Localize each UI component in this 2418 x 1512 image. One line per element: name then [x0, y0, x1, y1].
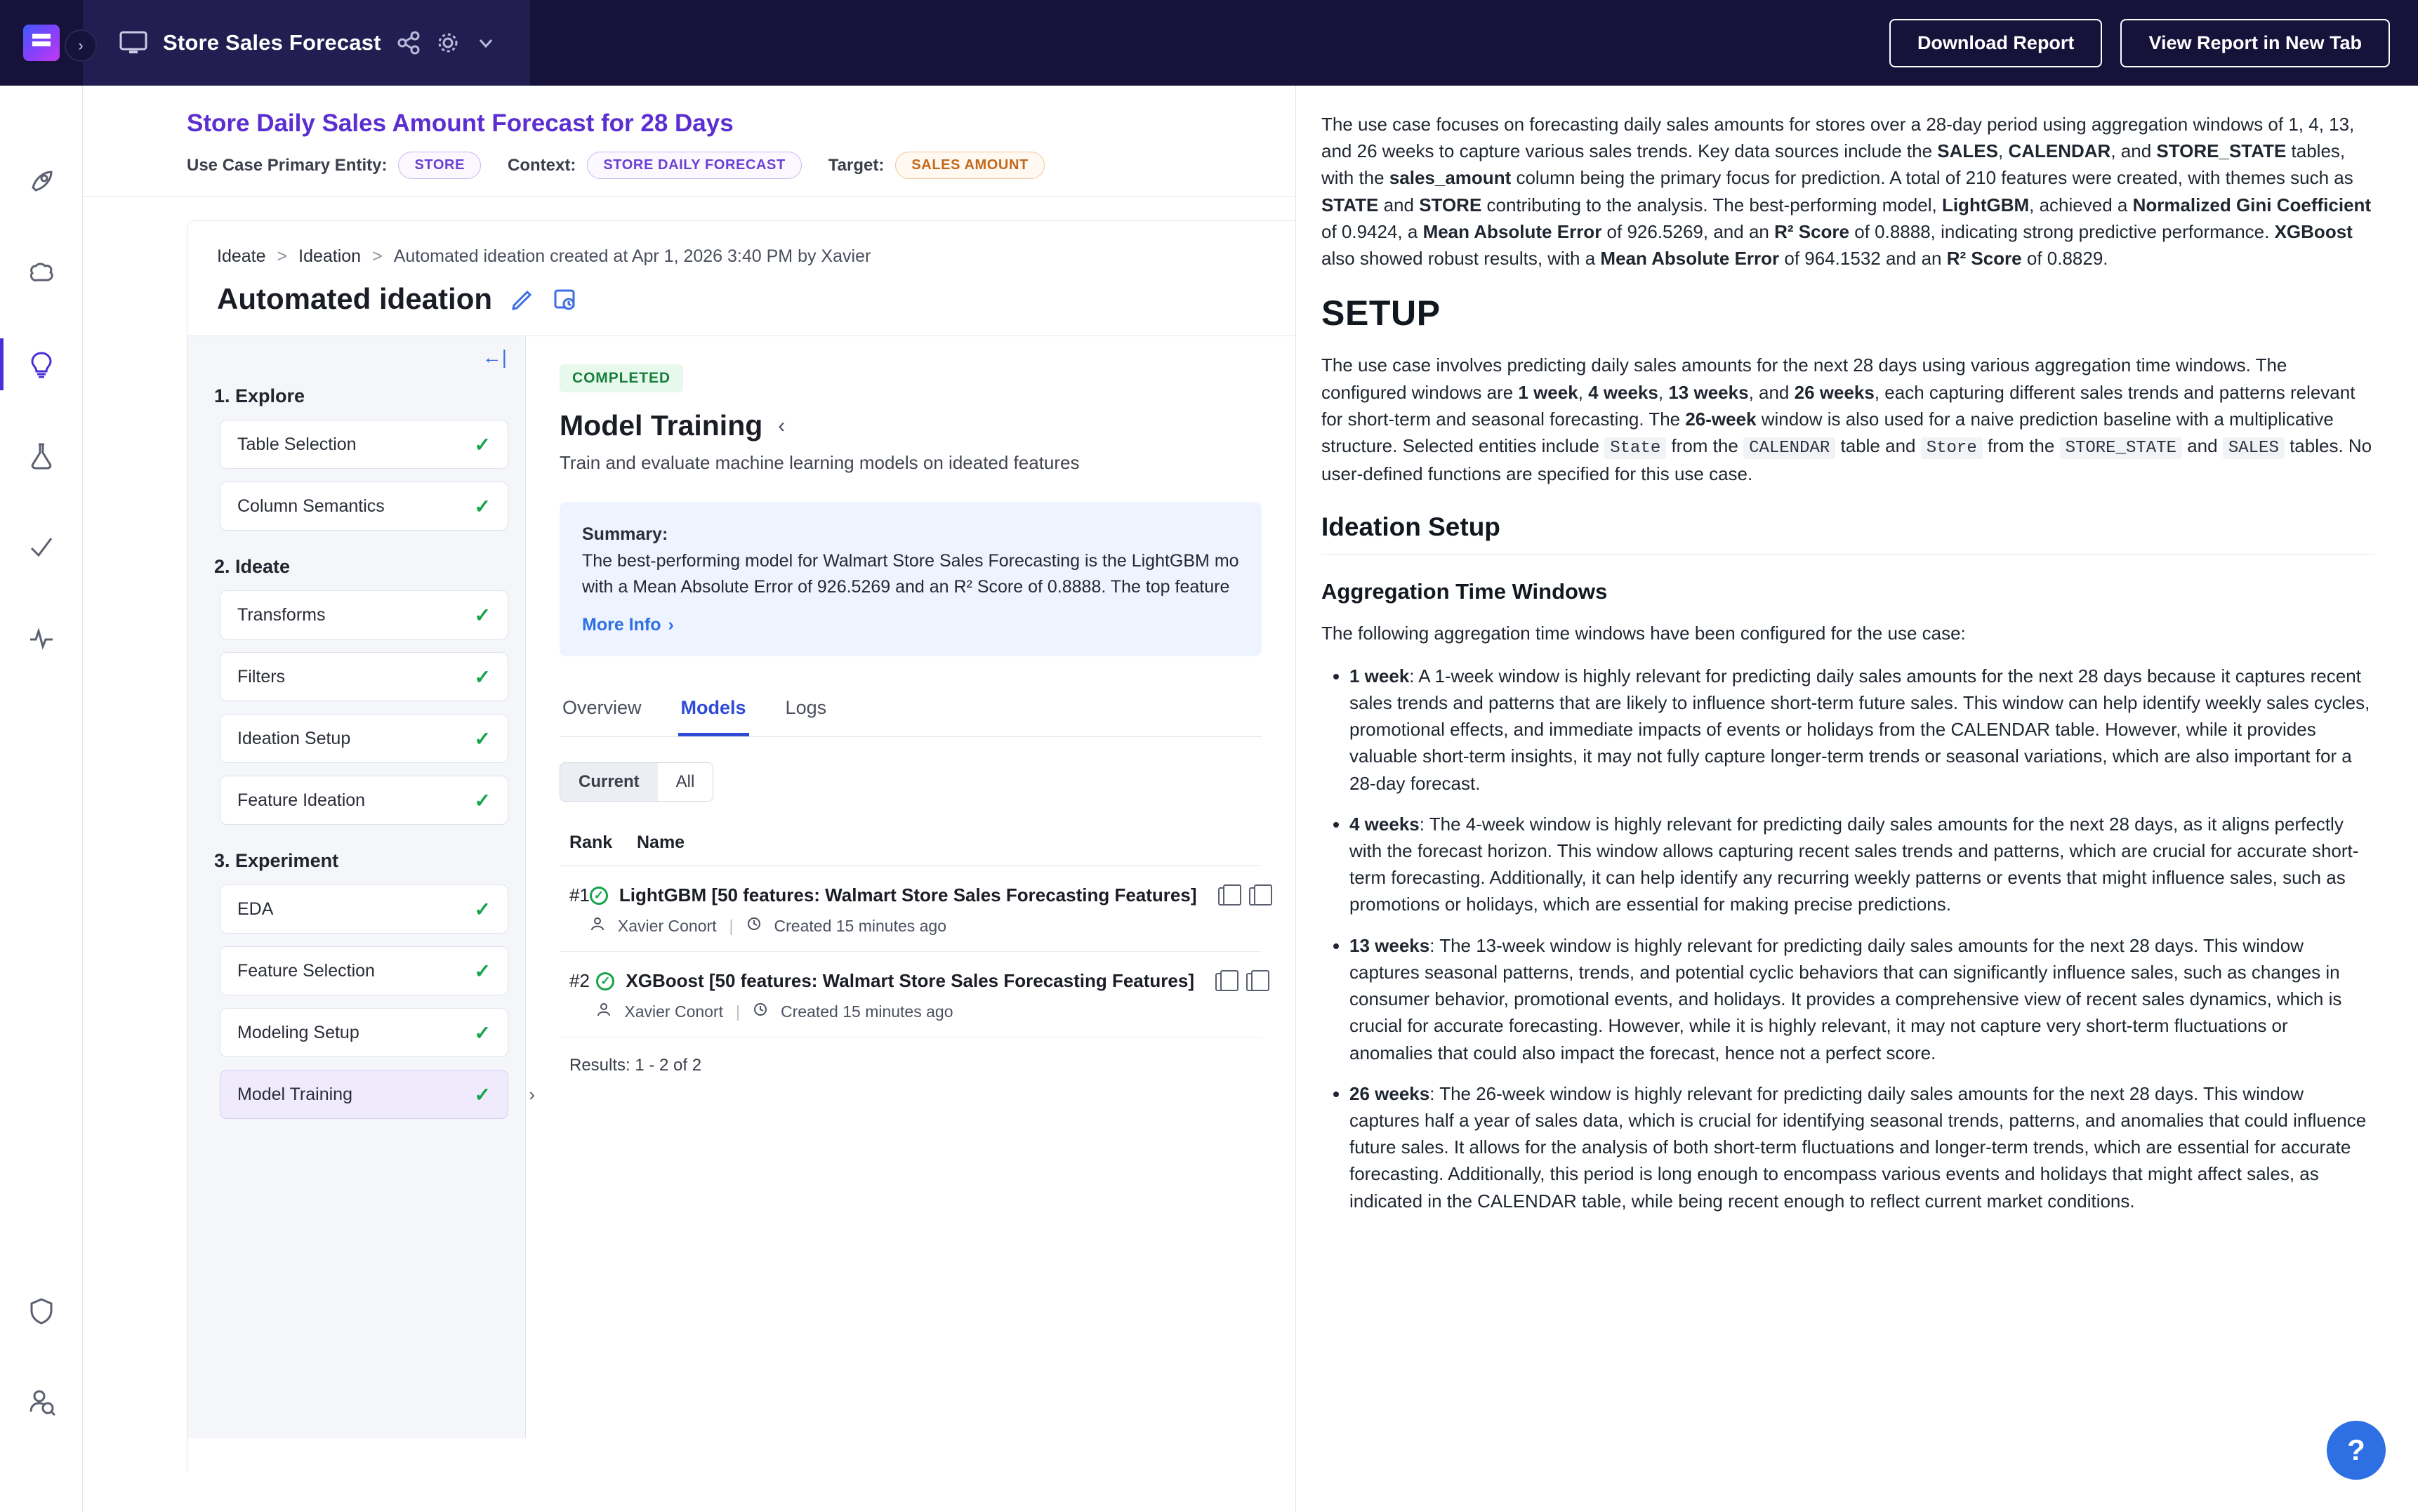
text: tables, with the — [1321, 140, 2346, 189]
detail-tabs — [560, 687, 1262, 737]
step-label: Table Selection — [237, 434, 357, 454]
model-name[interactable]: XGBoost [50 features: Walmart Store Sales Forecasting Features] — [626, 970, 1194, 991]
window-label: 13 weeks — [1349, 934, 1430, 956]
text: , achieved a — [2029, 194, 2133, 215]
breadcrumb-separator-2: > — [372, 246, 383, 266]
row-main — [596, 970, 1194, 1021]
ideation-body — [187, 336, 1295, 1438]
step-label: Column Semantics — [237, 496, 385, 516]
models-table — [560, 825, 1262, 1075]
steps-sidebar — [187, 336, 535, 1438]
model-scope-toggle — [560, 762, 713, 802]
view-report-new-tab-button[interactable]: View Report in New Tab — [2120, 19, 2390, 67]
user-icon — [596, 1002, 612, 1021]
sidebar-item-ideate[interactable] — [0, 338, 83, 390]
text: from the — [1982, 435, 2060, 456]
check-icon: ✓ — [474, 789, 491, 811]
row-rank: #2 — [569, 970, 590, 991]
model-name-line — [596, 970, 1194, 992]
summary-box — [560, 502, 1262, 656]
window-label: 1 week — [1349, 665, 1410, 687]
app-title: Store Sales Forecast — [163, 30, 381, 55]
tab-logs[interactable]: Logs — [785, 697, 827, 718]
text: Mean Absolute Error — [1422, 220, 1602, 242]
text: , each capturing different sales trends and patterns relevant for short-term and seasonal forecasting. The — [1321, 381, 2356, 430]
steps-group-title: 2. Ideate — [214, 556, 291, 577]
brand-logo-icon — [23, 25, 60, 61]
success-icon: ✓ — [596, 972, 614, 990]
row-rank: #1 — [569, 884, 590, 906]
share-icon[interactable] — [397, 31, 421, 55]
target-label: Target: — [828, 155, 885, 175]
check-icon: ✓ — [474, 433, 491, 456]
model-created: Created 15 minutes ago — [781, 1002, 953, 1021]
list-item — [1349, 811, 2374, 918]
left-nav-rail — [0, 86, 83, 1512]
report-intro-paragraph — [1321, 111, 2374, 272]
check-icon: ✓ — [474, 1083, 491, 1106]
table-row[interactable] — [560, 866, 1262, 952]
text: CALENDAR — [2008, 140, 2111, 162]
model-meta — [590, 916, 1197, 936]
sidebar-item-monitor[interactable] — [0, 612, 83, 664]
status-badge: COMPLETED — [560, 364, 683, 392]
summary-label: Summary: — [582, 524, 668, 544]
model-meta — [596, 1002, 1194, 1021]
window-label: 4 weeks — [1349, 813, 1420, 835]
row-actions — [1215, 970, 1262, 991]
sidebar-item-user-search[interactable] — [0, 1376, 83, 1428]
top-bar — [0, 0, 2418, 86]
meta-divider: | — [729, 916, 734, 935]
text: table and — [1835, 435, 1921, 456]
check-icon: ✓ — [474, 495, 491, 517]
text: 4 weeks — [1588, 381, 1658, 403]
chevron-left-icon[interactable]: ‹ — [778, 413, 786, 437]
user-icon — [590, 916, 605, 936]
report-panel[interactable] — [1295, 86, 2418, 1512]
text: 26 weeks — [1794, 381, 1875, 403]
segment-all[interactable]: All — [658, 763, 713, 801]
text: 13 weeks — [1668, 381, 1749, 403]
window-text: : The 4-week window is highly relevant for predicting daily sales amounts for the next 28 days, as it aligns perfectly with the forecast horizon. This window allows capturing recent sales trends and patterns, which are crucial for accurate short-term forecasting. Additionally, it can help identify any recurring weekly patterns or events that might influence sales, such as promotions or holidays, which are essential for making precise predictions. — [1349, 813, 2359, 915]
sidebar-item-modeling-setup[interactable] — [220, 1008, 508, 1057]
success-icon: ✓ — [590, 887, 608, 905]
primary-entity-badge: STORE — [398, 152, 481, 179]
ideation-title: Automated ideation — [217, 282, 493, 315]
text: LightGBM — [1941, 194, 2030, 215]
sidebar-item-brain[interactable] — [0, 247, 83, 299]
usecase-header — [83, 86, 1295, 197]
table-sales-code: SALES — [2223, 437, 2285, 459]
model-created: Created 15 minutes ago — [774, 916, 947, 935]
sidebar-item-feature-ideation[interactable] — [220, 776, 508, 825]
window-text: : The 26-week window is highly relevant for predicting daily sales amounts for the next 28 days. This window captures half a year of sales data, which is crucial for identifying seasonal trends, patterns, and anomalies that could influence future sales. It allows for the analysis of both short-term fluctuations and longer-term trends, which are essential for accurate forecasting. Additionally, this period is long enough to encompass various events and holidays that might affect sales, as indicated in the CALENDAR table, while being recent enough to reflect current market conditions. — [1349, 1082, 2367, 1212]
report-windows-intro: The following aggregation time windows have been configured for the use case: — [1321, 623, 1966, 644]
window-text: : The 13-week window is highly relevant for predicting daily sales amounts for the next 28 days. This window captures seasonal patterns, trends, and potential cyclic behaviors that can significantly influence sales, such as changes in consumer behavior, promotional events, and holidays. It provides a comprehensive view of recent sales dynamics, which is crucial for accurate forecasting. However, while it is highly relevant, it may not capture very short-term fluctuations or anomalies that could also impact the forecast, hence not a perfect score. — [1349, 934, 2342, 1063]
gear-icon[interactable] — [436, 31, 460, 55]
text: 26-week — [1685, 408, 1757, 430]
usecase-meta — [187, 152, 1295, 179]
clock-icon — [746, 916, 762, 936]
text: sales_amount — [1389, 167, 1512, 189]
steps-group-title: 3. Experiment — [214, 850, 339, 871]
app-title-zone — [83, 0, 529, 86]
column-header-rank: Rank — [569, 833, 613, 852]
text: , — [1997, 140, 2009, 162]
text: Mean Absolute Error — [1600, 248, 1780, 270]
text: Normalized Gini Coefficient — [2132, 194, 2372, 215]
sidebar-item-security[interactable] — [0, 1285, 83, 1337]
sidebar-item-transforms[interactable] — [220, 590, 508, 639]
text: of 0.8829. — [2021, 248, 2108, 270]
sidebar-item-rocket[interactable] — [0, 156, 83, 208]
text: R² Score — [1774, 220, 1850, 242]
table-calendar-code: CALENDAR — [1743, 437, 1835, 459]
text: SALES — [1937, 140, 1998, 162]
report-setup-paragraph — [1321, 352, 2374, 487]
table-row[interactable] — [560, 952, 1262, 1037]
window-text: : A 1-week window is highly relevant for predicting daily sales amounts for the next 28 days because it captures recent sales trends and patterns that are likely to influence short-term future sales. This window can help identify weekly sales cycles, promotional effects, and immediate impacts of events or holidays from the CALENDAR table. However, while it provides valuable short-term insights, it may not fully capture longer-term trends or seasonal variations, which are also important for a 28-day forecast. — [1349, 665, 2370, 794]
context-label: Context: — [508, 155, 576, 175]
list-item — [1349, 932, 2374, 1066]
check-icon: ✓ — [474, 898, 491, 920]
tab-models[interactable]: Models — [678, 687, 749, 736]
edit-icon[interactable] — [510, 287, 534, 311]
page-title: Store Daily Sales Amount Forecast for 28 Days — [187, 110, 734, 137]
body — [0, 86, 2418, 1512]
ideation-card — [187, 220, 1295, 1471]
text: column being the primary focus for prediction. A total of 210 features were created, with themes such as — [1511, 167, 2353, 189]
step-detail — [526, 336, 1295, 1438]
step-label: Modeling Setup — [237, 1022, 359, 1042]
report-actions — [1333, 0, 2418, 86]
more-info-link[interactable] — [582, 612, 1239, 639]
primary-entity-label: Use Case Primary Entity: — [187, 155, 388, 175]
model-name[interactable]: LightGBM [50 features: Walmart Store Sales Forecasting Features] — [619, 884, 1197, 906]
collapse-steps-button[interactable]: ←| — [482, 346, 507, 368]
step-label: Feature Selection — [237, 960, 375, 981]
summary-line-1: The best-performing model for Walmart Store Sales Forecasting is the LightGBM mo — [582, 550, 1239, 571]
sidebar-item-feature-selection[interactable] — [220, 946, 508, 995]
column-header-name: Name — [637, 833, 685, 852]
meta-divider: | — [736, 1002, 740, 1021]
report-heading-setup: SETUP — [1321, 293, 1441, 333]
text: , and — [2110, 140, 2157, 162]
step-label: EDA — [237, 898, 274, 919]
table-store-state-code: STORE_STATE — [2060, 437, 2182, 459]
text: 1 week — [1518, 381, 1578, 403]
text: The use case focuses on forecasting daily sales amounts for stores over a 28-day period using aggregation windows of 1, 4, 13, and 26 weeks to capture various sales trends. Key data sources include the — [1321, 114, 2355, 162]
ideation-header — [187, 267, 1295, 336]
download-report-button[interactable]: Download Report — [1889, 19, 2103, 67]
text: of 964.1532 and an — [1779, 248, 1947, 270]
check-icon: ✓ — [474, 604, 491, 626]
tab-overview[interactable]: Overview — [562, 697, 642, 718]
list-item — [1349, 663, 2374, 797]
report-heading-aggregation-windows: Aggregation Time Windows — [1321, 579, 1608, 604]
breadcrumb — [187, 221, 1295, 267]
segment-current[interactable]: Current — [560, 763, 658, 801]
text: , — [1578, 381, 1589, 403]
results-count: Results: 1 - 2 of 2 — [569, 1056, 702, 1075]
text: STORE_STATE — [2156, 140, 2287, 162]
sidebar-item-validate[interactable] — [0, 521, 83, 573]
chevron-right-icon: › — [668, 614, 674, 635]
breadcrumb-current: Automated ideation created at Apr 1, 2026 3:40 PM by Xavier — [393, 246, 871, 266]
context-badge: STORE DAILY FORECAST — [587, 152, 801, 179]
step-label: Model Training — [237, 1084, 352, 1104]
help-button[interactable]: ? — [2327, 1421, 2386, 1480]
model-author: Xavier Conort — [624, 1002, 724, 1021]
text: of 0.9424, a — [1321, 220, 1423, 242]
chevron-right-icon[interactable]: › — [529, 1083, 535, 1105]
report-heading-ideation-setup: Ideation Setup — [1321, 512, 2374, 555]
text: tables. No user-defined functions are specified for this use case. — [1321, 435, 2372, 485]
sidebar-item-table-selection[interactable] — [220, 420, 508, 469]
text: , and — [1748, 381, 1795, 403]
more-info-label: More Info — [582, 614, 661, 635]
table-header — [560, 825, 1262, 866]
sidebar-item-filters[interactable] — [220, 652, 508, 701]
breadcrumb-separator-1: > — [277, 246, 288, 266]
text: of 0.8888, indicating strong predictive performance. — [1849, 220, 2275, 242]
clock-icon — [753, 1002, 768, 1021]
text: The use case involves predicting daily sales amounts for the next 28 days using various aggregation time windows. The configured windows are — [1321, 354, 2287, 403]
text: , — [1658, 381, 1669, 403]
target-badge: SALES AMOUNT — [895, 152, 1044, 179]
step-label: Ideation Setup — [237, 728, 351, 748]
text: window is also used for a naive prediction baseline with a multiplicative structure. Selected entities include — [1321, 408, 2334, 456]
breadcrumb-ideate[interactable]: Ideate — [217, 246, 266, 266]
step-label: Feature Ideation — [237, 790, 366, 810]
row-actions — [1218, 884, 1264, 906]
aggregation-window-list — [1321, 663, 2374, 1214]
text: also showed robust results, with a — [1321, 248, 1601, 270]
check-icon: ✓ — [474, 1021, 491, 1044]
summary-line-2: with a Mean Absolute Error of 926.5269 and an R² Score of 0.8888. The top feature — [582, 577, 1230, 597]
text: and — [2182, 435, 2223, 456]
detail-subtitle: Train and evaluate machine learning models on ideated features — [560, 452, 1080, 473]
expand-sidebar-button[interactable]: › — [65, 29, 97, 62]
text: contributing to the analysis. The best-performing model, — [1481, 194, 1942, 215]
duplicate-icon[interactable] — [1249, 887, 1264, 906]
chevron-down-icon[interactable] — [475, 32, 496, 53]
list-item — [1349, 1080, 2374, 1214]
detail-title: Model Training — [560, 409, 763, 442]
entity-store-code: Store — [1921, 437, 1983, 459]
copy-icon[interactable] — [1215, 973, 1231, 991]
sidebar-item-ideation-setup[interactable] — [220, 714, 508, 763]
detail-title-row — [560, 409, 1262, 442]
breadcrumb-ideation[interactable]: Ideation — [298, 246, 362, 266]
entity-state-code: State — [1604, 437, 1666, 459]
copy-icon[interactable] — [1218, 887, 1234, 906]
text: XGBoost — [2274, 220, 2353, 242]
model-name-line — [590, 884, 1197, 906]
sidebar-item-eda[interactable] — [220, 884, 508, 934]
text: STATE — [1321, 194, 1379, 215]
text: from the — [1666, 435, 1744, 456]
text: R² Score — [1946, 248, 2022, 270]
check-icon: ✓ — [474, 727, 491, 750]
model-author: Xavier Conort — [617, 916, 717, 935]
row-main — [590, 884, 1197, 936]
sidebar-item-model-training[interactable] — [220, 1070, 535, 1119]
check-icon: ✓ — [474, 960, 491, 982]
step-label: Filters — [237, 666, 286, 687]
step-label: Transforms — [237, 604, 326, 625]
text: of 926.5269, and an — [1601, 220, 1775, 242]
check-icon: ✓ — [474, 665, 491, 688]
text: and — [1378, 194, 1420, 215]
steps-group-title: 1. Explore — [214, 385, 305, 406]
main-pane — [83, 86, 1295, 1512]
text: STORE — [1419, 194, 1482, 215]
monitor-icon — [119, 31, 147, 55]
history-icon[interactable] — [553, 287, 576, 311]
window-label: 26 weeks — [1349, 1082, 1430, 1104]
duplicate-icon[interactable] — [1246, 973, 1262, 991]
sidebar-item-column-semantics[interactable] — [220, 482, 508, 531]
sidebar-item-experiment[interactable] — [0, 430, 83, 482]
